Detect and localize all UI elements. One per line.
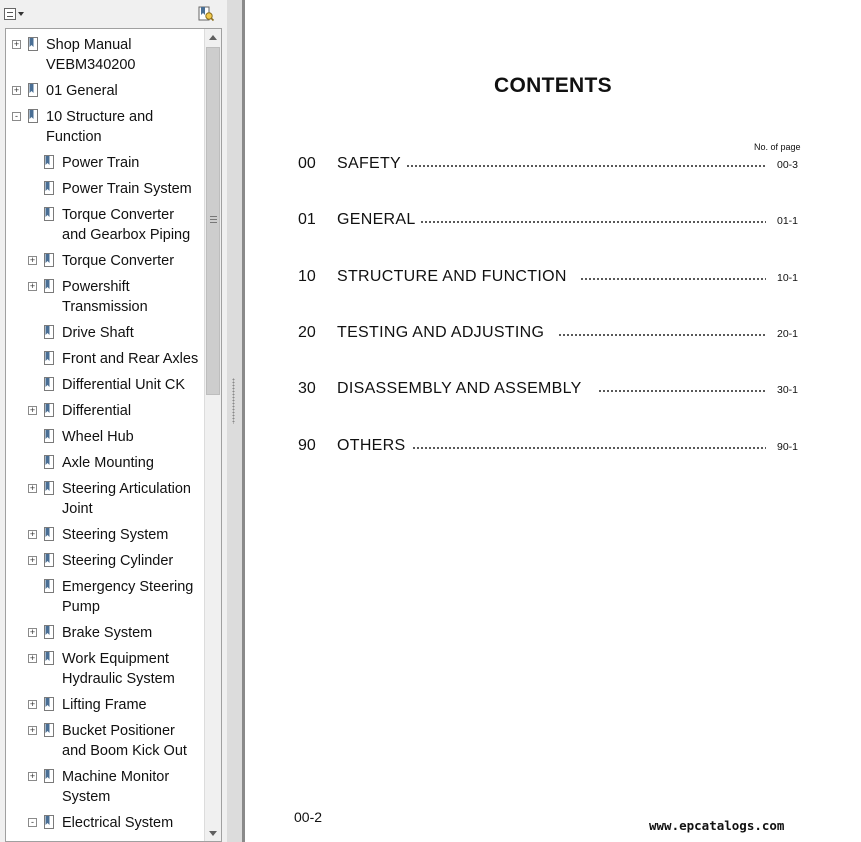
bookmark-icon <box>44 403 54 418</box>
bookmark-item[interactable] <box>6 577 204 623</box>
toc-entry-name: DISASSEMBLY AND ASSEMBLY <box>337 380 582 397</box>
bookmark-label: Function <box>46 129 102 145</box>
toc-entry[interactable] <box>298 380 798 402</box>
bookmark-icon <box>28 109 38 124</box>
scroll-down-button[interactable] <box>205 825 221 841</box>
expand-icon[interactable]: + <box>13 85 20 95</box>
bookmark-label: Transmission <box>62 299 148 315</box>
bookmark-icon <box>44 651 54 666</box>
chevron-down-icon <box>18 12 24 16</box>
arrow-up-icon <box>209 35 217 40</box>
expand-icon[interactable]: + <box>29 699 36 709</box>
bookmark-icon <box>44 181 54 196</box>
bookmark-label: Hydraulic System <box>62 671 175 687</box>
bookmark-item[interactable] <box>6 179 204 205</box>
collapse-icon[interactable]: - <box>12 112 21 121</box>
bookmark-label: Axle Mounting <box>62 455 154 471</box>
toc-entry-number: 90 <box>298 437 316 454</box>
no-of-page-label: No. of page <box>754 142 801 152</box>
bookmark-icon <box>44 697 54 712</box>
bookmark-label: Bucket Positioner <box>62 723 175 739</box>
expand-icon[interactable]: + <box>29 555 36 565</box>
toc-entry[interactable] <box>298 268 798 290</box>
toc-entry-number: 20 <box>298 324 316 341</box>
bookmark-label: Machine Monitor <box>62 769 170 785</box>
bookmark-icon <box>44 377 54 392</box>
bookmark-label: Torque Converter <box>62 253 175 269</box>
bookmark-item[interactable] <box>6 251 204 277</box>
splitter-grip-icon <box>232 378 235 424</box>
toc-entry[interactable] <box>298 211 798 233</box>
bookmark-icon <box>44 481 54 496</box>
bookmark-item[interactable] <box>6 721 204 767</box>
toc-leader-dots <box>406 164 766 170</box>
expand-icon[interactable]: + <box>29 281 36 291</box>
toc-entry-name: OTHERS <box>337 437 406 454</box>
bookmark-label: VEBM340200 <box>46 57 136 73</box>
bookmark-label: Steering Articulation <box>62 481 191 497</box>
scrollbar-thumb[interactable] <box>206 47 220 395</box>
bookmark-item[interactable] <box>6 277 204 323</box>
toc-entry-number: 00 <box>298 155 316 172</box>
toc-entry-page: 20-1 <box>776 328 798 340</box>
bookmark-icon <box>44 279 54 294</box>
bookmark-icon <box>44 723 54 738</box>
bookmark-icon <box>44 351 54 366</box>
bookmark-item[interactable] <box>6 525 204 551</box>
bookmark-icon <box>44 429 54 444</box>
toc-entry-number: 01 <box>298 211 316 228</box>
bookmark-icon <box>44 579 54 594</box>
bookmark-label: Lifting Frame <box>62 697 147 713</box>
toc-entry-name: STRUCTURE AND FUNCTION <box>337 268 567 285</box>
expand-icon[interactable]: + <box>29 529 36 539</box>
expand-icon[interactable]: + <box>13 39 20 49</box>
bookmark-label: Steering System <box>62 527 169 543</box>
toc-entry-name: TESTING AND ADJUSTING <box>337 324 545 341</box>
bookmark-label: 01 General <box>46 83 118 99</box>
bookmark-icon <box>44 625 54 640</box>
bookmark-item[interactable] <box>6 375 204 401</box>
bookmark-label: Power Train <box>62 155 140 171</box>
bookmark-icon <box>44 207 54 222</box>
bookmark-label: Joint <box>62 501 93 517</box>
bookmark-label: Powershift <box>62 279 130 295</box>
list-options-icon <box>4 8 16 20</box>
bookmark-label: Shop Manual <box>46 37 132 53</box>
bookmark-label: Emergency Steering <box>62 579 194 595</box>
toc-entry[interactable] <box>298 155 798 177</box>
bookmark-item[interactable] <box>6 205 204 251</box>
watermark-text: www.epcatalogs.com <box>649 818 785 833</box>
bookmark-icon <box>44 155 54 170</box>
bookmark-item[interactable] <box>6 107 204 153</box>
bookmark-item[interactable] <box>6 153 204 179</box>
expand-icon[interactable]: + <box>29 483 36 493</box>
bookmark-label: Pump <box>62 599 100 615</box>
bookmark-label: Work Equipment <box>62 651 169 667</box>
bookmark-label: Steering Cylinder <box>62 553 174 569</box>
bookmark-label: 10 Structure and <box>46 109 154 125</box>
scroll-up-button[interactable] <box>205 29 221 45</box>
toc-entry-name: GENERAL <box>337 211 416 228</box>
bookmark-item[interactable] <box>6 551 204 577</box>
document-page <box>245 0 861 842</box>
bookmark-label: Power Train System <box>62 181 192 197</box>
panel-splitter[interactable] <box>227 0 242 842</box>
find-current-bookmark-button[interactable] <box>197 5 215 23</box>
toc-entry-page: 01-1 <box>776 215 798 227</box>
bookmark-label: and Boom Kick Out <box>62 743 187 759</box>
bookmark-icon <box>44 815 54 830</box>
toc-entry[interactable] <box>298 437 798 459</box>
toc-leader-dots <box>598 389 766 395</box>
bookmark-item[interactable] <box>6 649 204 695</box>
grip-icon <box>210 219 217 220</box>
bookmark-item[interactable] <box>6 323 204 349</box>
bookmark-label: Drive Shaft <box>62 325 134 341</box>
bookmark-item[interactable] <box>6 453 204 479</box>
bookmark-label: Wheel Hub <box>62 429 134 445</box>
bookmark-icon <box>44 769 54 784</box>
expand-icon[interactable]: + <box>29 255 36 265</box>
bookmark-item[interactable] <box>6 401 204 427</box>
bookmark-label: Brake System <box>62 625 153 641</box>
toc-leader-dots <box>412 446 766 452</box>
bookmark-label: Front and Rear Axles <box>62 351 199 367</box>
bookmark-label: Differential Unit CK <box>62 377 186 393</box>
bookmark-label: Electrical System <box>62 815 174 831</box>
options-menu-button[interactable] <box>4 5 28 23</box>
bookmark-item[interactable] <box>6 479 204 525</box>
toc-entry-page: 90-1 <box>776 441 798 453</box>
bookmark-item[interactable] <box>6 813 204 839</box>
bookmark-item[interactable] <box>6 427 204 453</box>
page-title: CONTENTS <box>494 74 612 97</box>
expand-icon[interactable]: + <box>29 725 36 735</box>
bookmark-tree-container <box>5 28 222 842</box>
bookmark-icon <box>44 325 54 340</box>
bookmark-item[interactable] <box>6 695 204 721</box>
grip-icon <box>210 216 217 217</box>
bookmark-item[interactable] <box>6 81 204 107</box>
bookmark-icon <box>28 83 38 98</box>
toc-entry-page: 00-3 <box>776 159 798 171</box>
collapse-icon[interactable]: - <box>28 818 37 827</box>
bookmarks-panel <box>0 0 227 842</box>
bookmark-icon <box>44 253 54 268</box>
expand-icon[interactable]: + <box>29 653 36 663</box>
arrow-down-icon <box>209 831 217 836</box>
toc-leader-dots <box>420 220 766 226</box>
expand-icon[interactable]: + <box>29 771 36 781</box>
bookmark-label: Torque Converter <box>62 207 175 223</box>
bookmark-icon <box>44 455 54 470</box>
bookmark-label: Differential <box>62 403 132 419</box>
bookmark-item[interactable] <box>6 623 204 649</box>
bookmarks-toolbar <box>0 0 227 28</box>
bookmark-label: and Gearbox Piping <box>62 227 191 243</box>
toc-entry-number: 10 <box>298 268 316 285</box>
toc-leader-dots <box>580 277 766 283</box>
bookmark-item[interactable] <box>6 349 204 375</box>
bookmark-label: System <box>62 789 111 805</box>
toc-entry-page: 30-1 <box>776 384 798 396</box>
bookmark-icon <box>44 553 54 568</box>
toc-entry-name: SAFETY <box>337 155 402 172</box>
toc-entry-number: 30 <box>298 380 316 397</box>
expand-icon[interactable]: + <box>29 405 36 415</box>
toc-leader-dots <box>558 333 766 339</box>
bookmark-icon <box>28 37 38 52</box>
toc-entry-page: 10-1 <box>776 272 798 284</box>
toc-entry[interactable] <box>298 324 798 346</box>
bookmark-item[interactable] <box>6 35 204 81</box>
vertical-scrollbar[interactable] <box>204 29 221 841</box>
bookmark-item[interactable] <box>6 767 204 813</box>
page-number: 00-2 <box>294 809 323 825</box>
bookmark-icon <box>44 527 54 542</box>
expand-icon[interactable]: + <box>29 627 36 637</box>
grip-icon <box>210 222 217 223</box>
find-bookmark-icon <box>197 5 215 23</box>
